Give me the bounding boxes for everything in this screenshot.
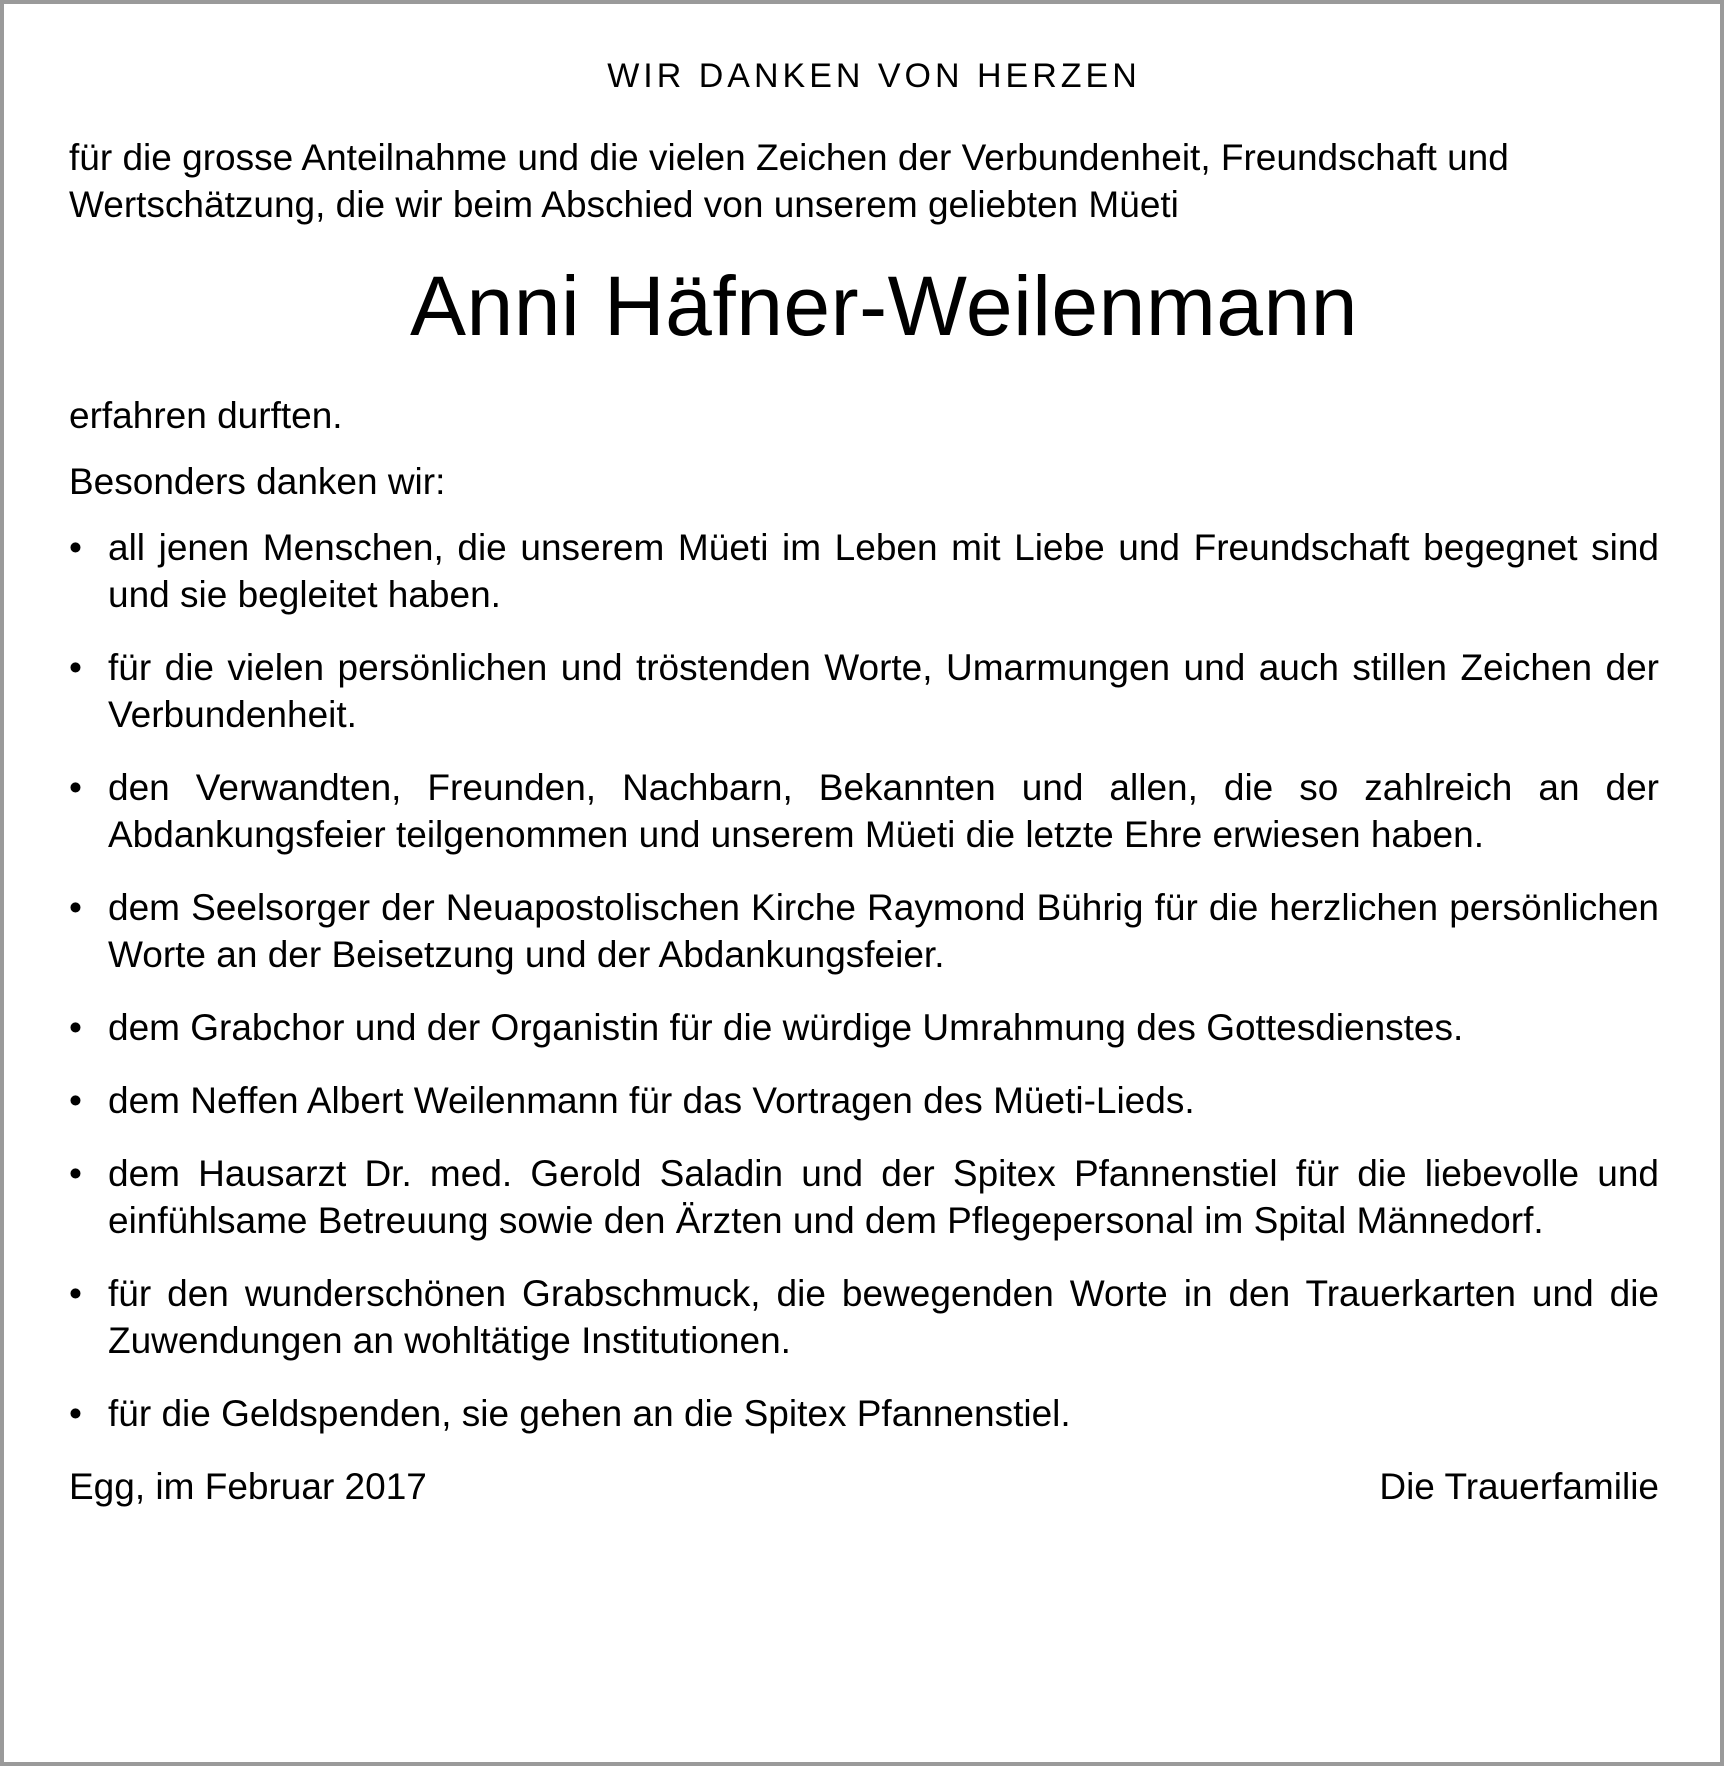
notice-heading: WIR DANKEN VON HERZEN [607, 57, 1141, 95]
thanks-item-text: für die vielen persönlichen und tröstenden Worte, Umarmungen und auch stillen Zeichen der Verbundenheit. [108, 647, 1659, 735]
thanks-list-item [69, 1077, 1659, 1124]
bullet-icon: • [69, 527, 82, 568]
thanks-list-item [69, 1390, 1659, 1437]
thanks-list-item [69, 764, 1659, 858]
thanks-item-text: dem Neffen Albert Weilenmann für das Vortragen des Müeti-Lieds. [108, 1080, 1195, 1121]
bullet-icon: • [69, 887, 82, 928]
thanks-item-text: für den wunderschönen Grabschmuck, die bewegenden Worte in den Trauerkarten und die Zuwendungen an wohltätige Institutionen. [108, 1273, 1659, 1361]
deceased-name: Anni Häfner-Weilenmann [410, 259, 1358, 353]
thanks-list-item [69, 884, 1659, 978]
place-date: Egg, im Februar 2017 [69, 1466, 427, 1507]
thanks-item-text: all jenen Menschen, die unserem Müeti im Leben mit Liebe und Freundschaft begegnet sind und sie begleitet haben. [108, 527, 1659, 615]
bullet-icon: • [69, 647, 82, 688]
closing-intro-text: erfahren durften. [69, 395, 343, 436]
thanks-list-item [69, 644, 1659, 738]
notice-footer [69, 1463, 1659, 1510]
intro-text: für die grosse Anteilnahme und die vielen Zeichen der Verbundenheit, Freundschaft und Wertschätzung, die wir beim Abschied von unserem geliebten Müeti [69, 137, 1509, 225]
thanks-item-text: dem Hausarzt Dr. med. Gerold Saladin und der Spitex Pfannenstiel für die liebevolle und einfühlsame Betreuung sowie den Ärzten und dem Pflegepersonal im Spital Männedorf. [108, 1153, 1659, 1241]
thanks-list-item [69, 1270, 1659, 1364]
bullet-icon: • [69, 1273, 82, 1314]
bullet-icon: • [69, 1080, 82, 1121]
thanks-item-text: den Verwandten, Freunden, Nachbarn, Bekannten und allen, die so zahlreich an der Abdankungsfeier teilgenommen und unserem Müeti die letzte Ehre erwiesen haben. [108, 767, 1659, 855]
signature: Die Trauerfamilie [1379, 1466, 1659, 1507]
bullet-icon: • [69, 767, 82, 808]
thanks-list-item [69, 1150, 1659, 1244]
bullet-icon: • [69, 1007, 82, 1048]
thanks-item-text: für die Geldspenden, sie gehen an die Spitex Pfannenstiel. [108, 1393, 1071, 1434]
special-thanks-label: Besonders danken wir: [69, 461, 446, 502]
notice-content [69, 56, 1659, 1510]
bullet-icon: • [69, 1153, 82, 1194]
bullet-icon: • [69, 1393, 82, 1434]
thanks-list [69, 524, 1659, 1437]
thanks-item-text: dem Grabchor und der Organistin für die würdige Umrahmung des Gottesdienstes. [108, 1007, 1464, 1048]
thanks-list-item [69, 1004, 1659, 1051]
thanks-item-text: dem Seelsorger der Neuapostolischen Kirche Raymond Bührig für die herzlichen persönlichen Worte an der Beisetzung und der Abdankungsfeier. [108, 887, 1659, 975]
thanks-list-item [69, 524, 1659, 618]
